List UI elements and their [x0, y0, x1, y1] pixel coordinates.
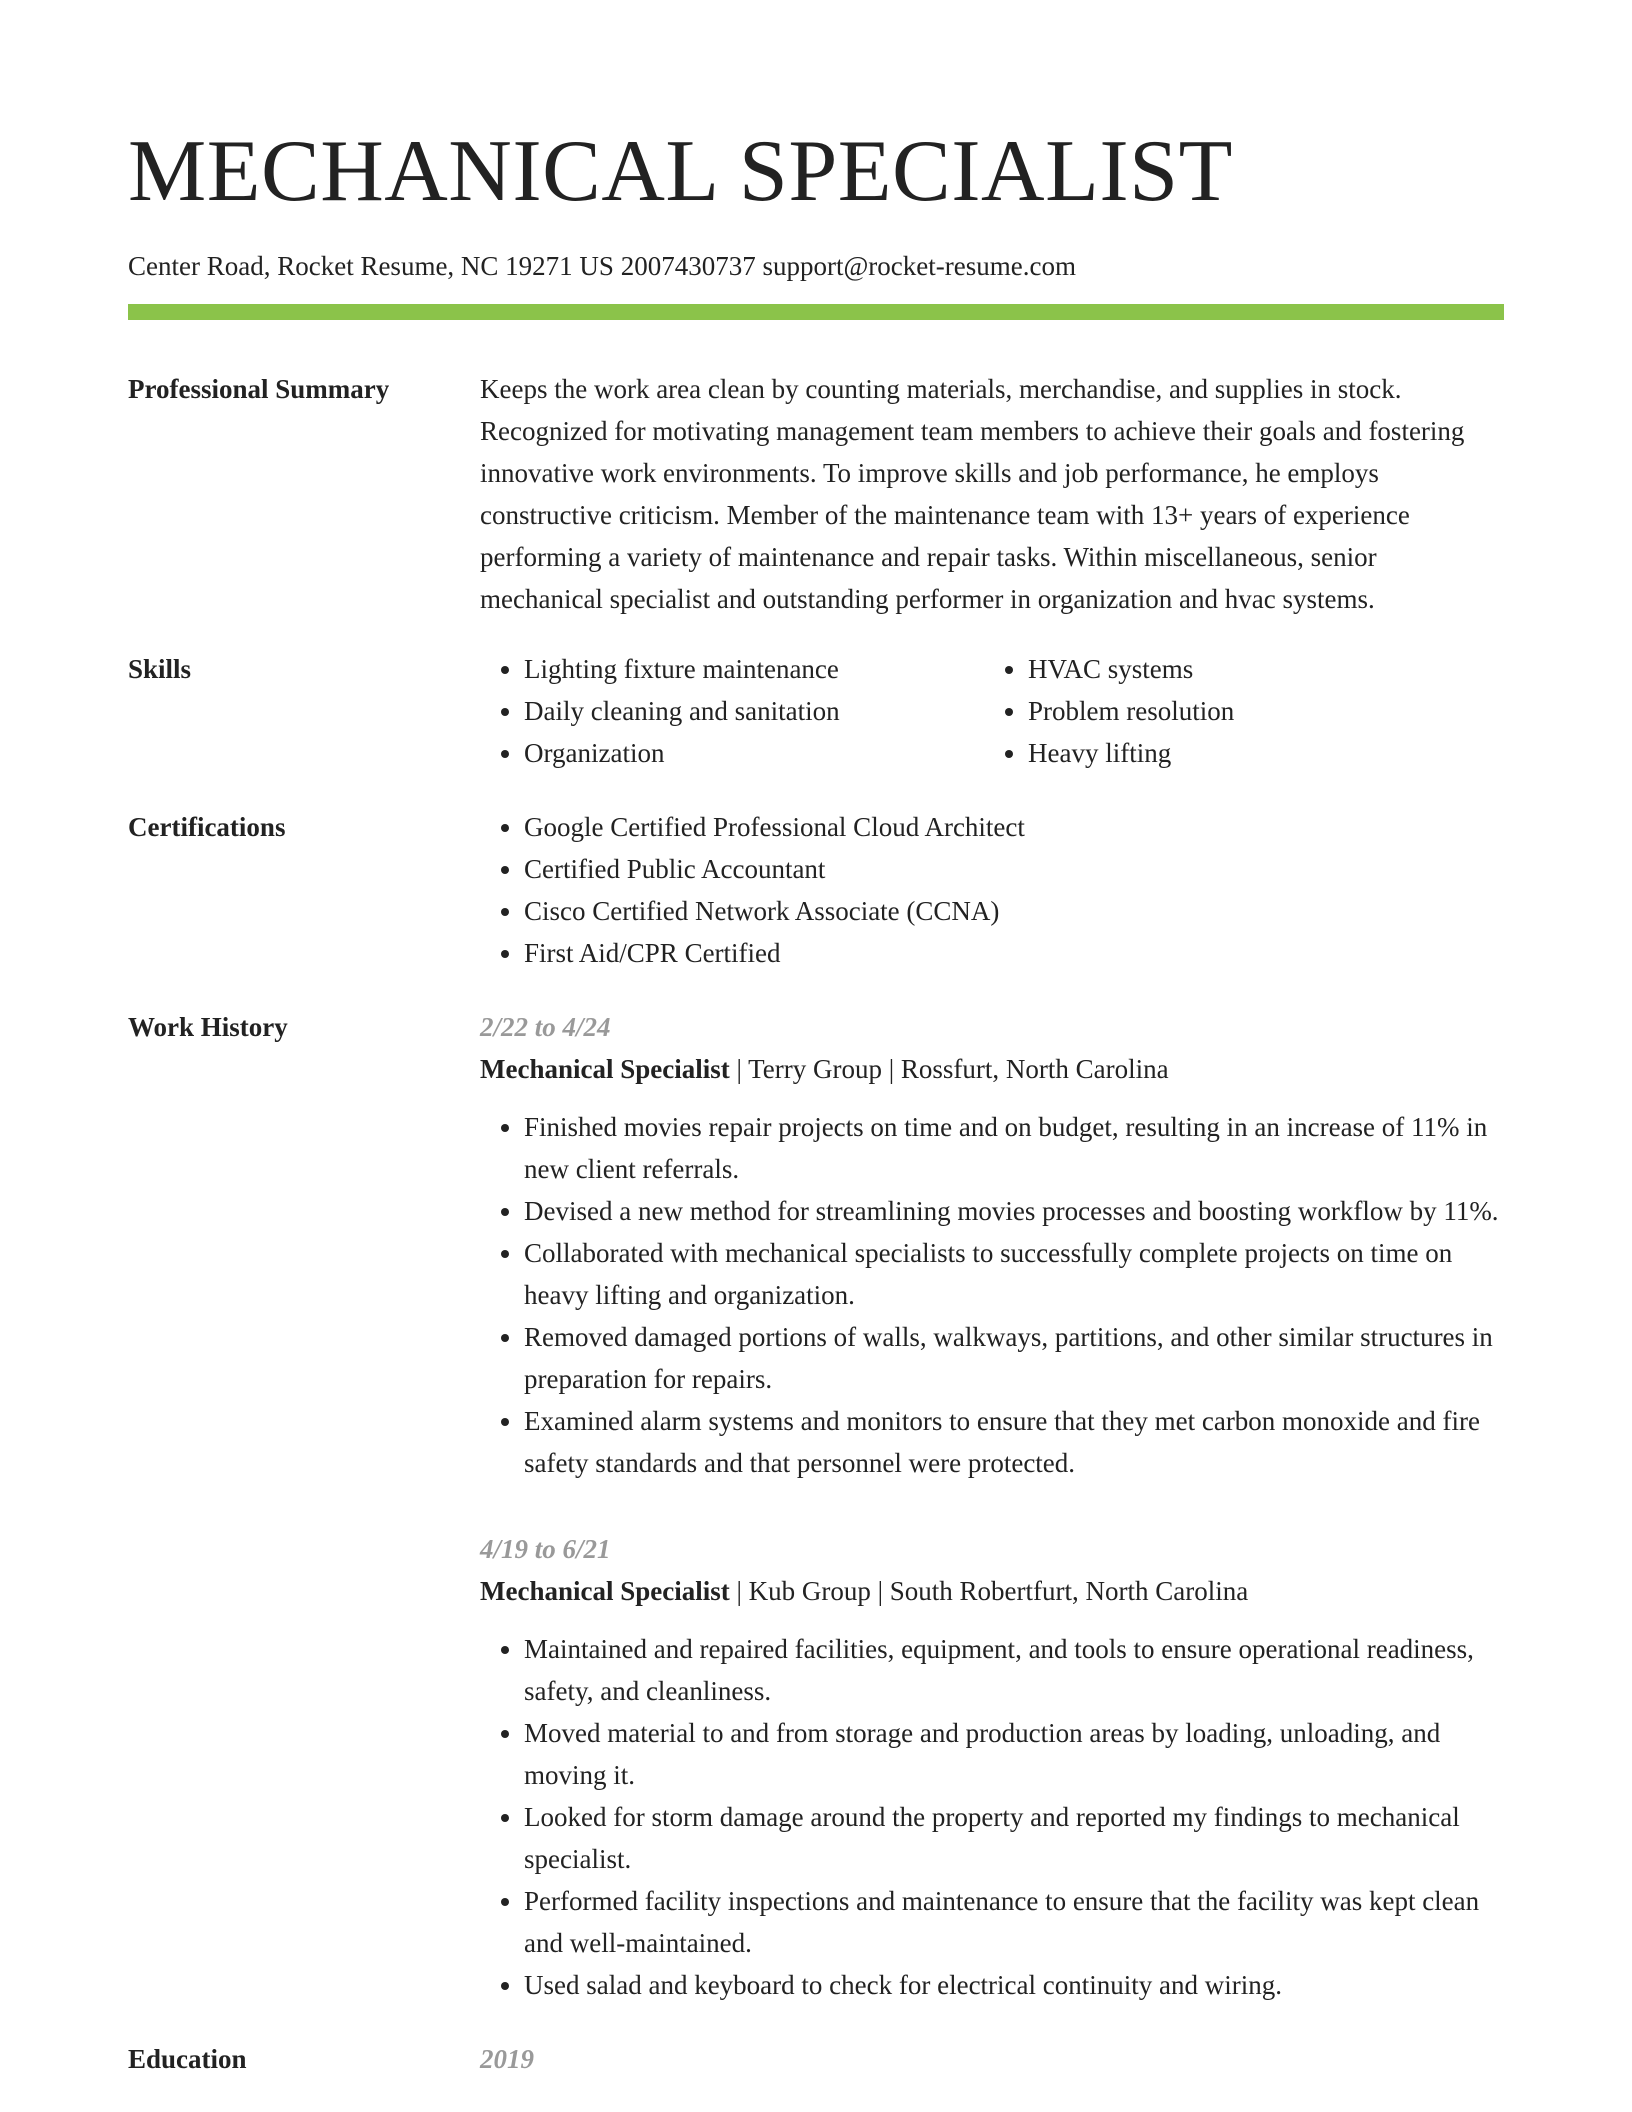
list-item: • Organization	[524, 732, 984, 774]
job-title: Mechanical Specialist	[480, 1054, 730, 1084]
job-bullets	[480, 1628, 1504, 2006]
list-item: • Lighting fixture maintenance	[524, 648, 984, 690]
job-dates: 2/22 to 4/24	[480, 1012, 611, 1042]
skills-grid	[480, 648, 1504, 774]
section-title: Education	[128, 2044, 247, 2074]
education-section	[128, 2038, 1504, 2080]
section-title: Professional Summary	[128, 374, 390, 404]
list-item: • Used salad and keyboard to check for electrical continuity and wiring.	[524, 1964, 1504, 2006]
list-item: • Devised a new method for streamlining movies processes and boosting workflow by 11%.	[524, 1190, 1504, 1232]
job-title: Mechanical Specialist	[480, 1576, 730, 1606]
job-details: | Kub Group | South Robertfurt, North Carolina	[729, 1576, 1249, 1606]
job-bullets	[480, 1106, 1504, 1484]
list-item: • Google Certified Professional Cloud Architect	[524, 806, 1504, 848]
section-body	[480, 1006, 1504, 2006]
job-details: | Terry Group | Rossfurt, North Carolina	[729, 1054, 1169, 1084]
list-item: • HVAC systems	[1028, 648, 1488, 690]
certifications-list	[480, 806, 1504, 974]
list-item: • First Aid/CPR Certified	[524, 932, 1504, 974]
job-entry	[480, 1528, 1504, 2006]
list-item: • Daily cleaning and sanitation	[524, 690, 984, 732]
section-body	[480, 368, 1504, 620]
list-item: • Problem resolution	[1028, 690, 1488, 732]
list-item: • Moved material to and from storage and production areas by loading, unloading, and moving it.	[524, 1712, 1504, 1796]
summary-text: Keeps the work area clean by counting materials, merchandise, and supplies in stock. Recognized for motivating management team members to achieve their goals and fostering innovative work environments. To improve skills and job performance, he employs constructive criticism. Member of the maintenance team with 13+ years of experience performing a variety of maintenance and repair tasks. Within miscellaneous, senior mechanical specialist and outstanding performer in organization and hvac systems.	[480, 374, 1465, 614]
job-dates: 4/19 to 6/21	[480, 1534, 611, 1564]
skills-list-left	[480, 648, 984, 774]
summary-section	[128, 368, 1504, 620]
work-history-section	[128, 1006, 1504, 2006]
resume-page	[128, 0, 1504, 2080]
section-body	[480, 806, 1504, 974]
accent-divider	[128, 304, 1504, 320]
certifications-section	[128, 806, 1504, 974]
education-date: 2019	[480, 2044, 534, 2074]
list-item: • Heavy lifting	[1028, 732, 1488, 774]
section-title: Skills	[128, 654, 192, 684]
list-item: • Finished movies repair projects on time and on budget, resulting in an increase of 11% in new client referrals.	[524, 1106, 1504, 1190]
contact-line: Center Road, Rocket Resume, NC 19271 US 2007430737 support@rocket-resume.com	[128, 251, 1076, 281]
skills-list-right	[984, 648, 1488, 774]
list-item: • Cisco Certified Network Associate (CCNA)	[524, 890, 1504, 932]
list-item: • Collaborated with mechanical specialists to successfully complete projects on time on heavy lifting and organization.	[524, 1232, 1504, 1316]
list-item: • Looked for storm damage around the property and reported my findings to mechanical specialist.	[524, 1796, 1504, 1880]
job-title-line	[480, 1048, 1504, 1090]
list-item: • Maintained and repaired facilities, equipment, and tools to ensure operational readiness, safety, and cleanliness.	[524, 1628, 1504, 1712]
skills-section	[128, 648, 1504, 774]
section-body	[480, 2038, 1504, 2080]
job-title-line	[480, 1570, 1504, 1612]
list-item: • Removed damaged portions of walls, walkways, partitions, and other similar structures in preparation for repairs.	[524, 1316, 1504, 1400]
list-item: • Examined alarm systems and monitors to ensure that they met carbon monoxide and fire safety standards and that personnel were protected.	[524, 1400, 1504, 1484]
section-title: Certifications	[128, 812, 286, 842]
list-item: • Performed facility inspections and maintenance to ensure that the facility was kept clean and well-maintained.	[524, 1880, 1504, 1964]
section-title: Work History	[128, 1012, 288, 1042]
section-body	[480, 648, 1504, 774]
list-item: • Certified Public Accountant	[524, 848, 1504, 890]
job-entry	[480, 1006, 1504, 1484]
resume-name: MECHANICAL SPECIALIST	[128, 123, 1233, 220]
